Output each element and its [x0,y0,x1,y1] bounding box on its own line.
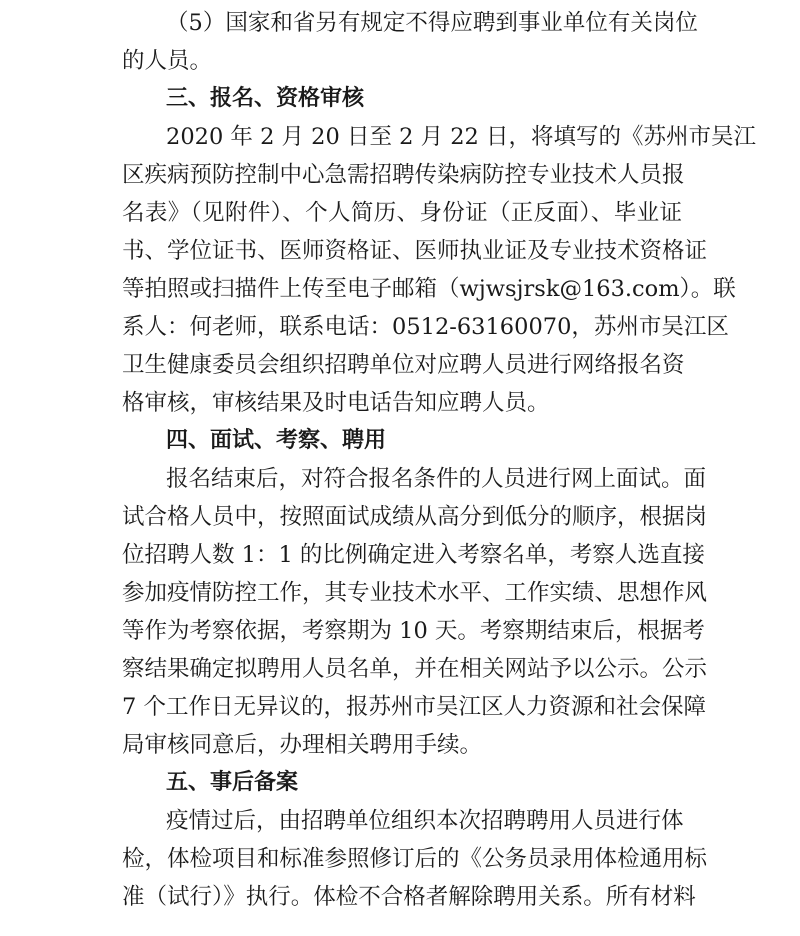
paragraph-line: 位招聘人数 1：1 的比例确定进入考察名单，考察人选直接 [122,542,705,568]
paragraph-line: 2020 年 2 月 20 日至 2 月 22 日，将填写的《苏州市吴江 [166,124,757,150]
paragraph-line: 报名结束后，对符合报名条件的人员进行网上面试。面 [166,466,707,492]
paragraph-line: 等作为考察依据，考察期为 10 天。考察期结束后，根据考 [122,618,705,644]
paragraph-line: 系人：何老师，联系电话：0512-63160070，苏州市吴江区 [122,314,729,340]
paragraph-line: 的人员。 [122,48,213,74]
paragraph-line: （5）国家和省另有规定不得应聘到事业单位有关岗位 [166,10,698,36]
section-heading-interview: 四、面试、考察、聘用 [166,428,387,453]
paragraph-line: 试合格人员中，按照面试成绩从高分到低分的顺序，根据岗 [122,504,708,530]
section-heading-registration: 三、报名、资格审核 [166,86,365,111]
paragraph-line: 7 个工作日无异议的，报苏州市吴江区人力资源和社会保障 [122,694,706,720]
section-heading-filing: 五、事后备案 [166,770,299,795]
paragraph-line: 局审核同意后，办理相关聘用手续。 [122,732,483,758]
paragraph-line: 名表》（见附件）、个人简历、身份证（正反面）、毕业证 [122,200,682,226]
paragraph-line: 准（试行）》执行。体检不合格者解除聘用关系。所有材料 [122,884,696,910]
paragraph-line: 区疾病预防控制中心急需招聘传染病防控专业技术人员报 [122,162,685,188]
paragraph-line: 检，体检项目和标准参照修订后的《公务员录用体检通用标 [122,846,708,872]
paragraph-line: 书、学位证书、医师资格证、医师执业证及专业技术资格证 [122,238,708,264]
paragraph-line: 察结果确定拟聘用人员名单，并在相关网站予以公示。公示 [122,656,708,682]
paragraph-line: 等拍照或扫描件上传至电子邮箱（wjwsjrsk@163.com）。联 [122,276,736,302]
paragraph-line: 参加疫情防控工作，其专业技术水平、工作实绩、思想作风 [122,580,708,606]
paragraph-line: 疫情过后，由招聘单位组织本次招聘聘用人员进行体 [166,808,684,834]
paragraph-line: 卫生健康委员会组织招聘单位对应聘人员进行网络报名资 [122,352,685,378]
paragraph-line: 格审核，审核结果及时电话告知应聘人员。 [122,390,550,416]
